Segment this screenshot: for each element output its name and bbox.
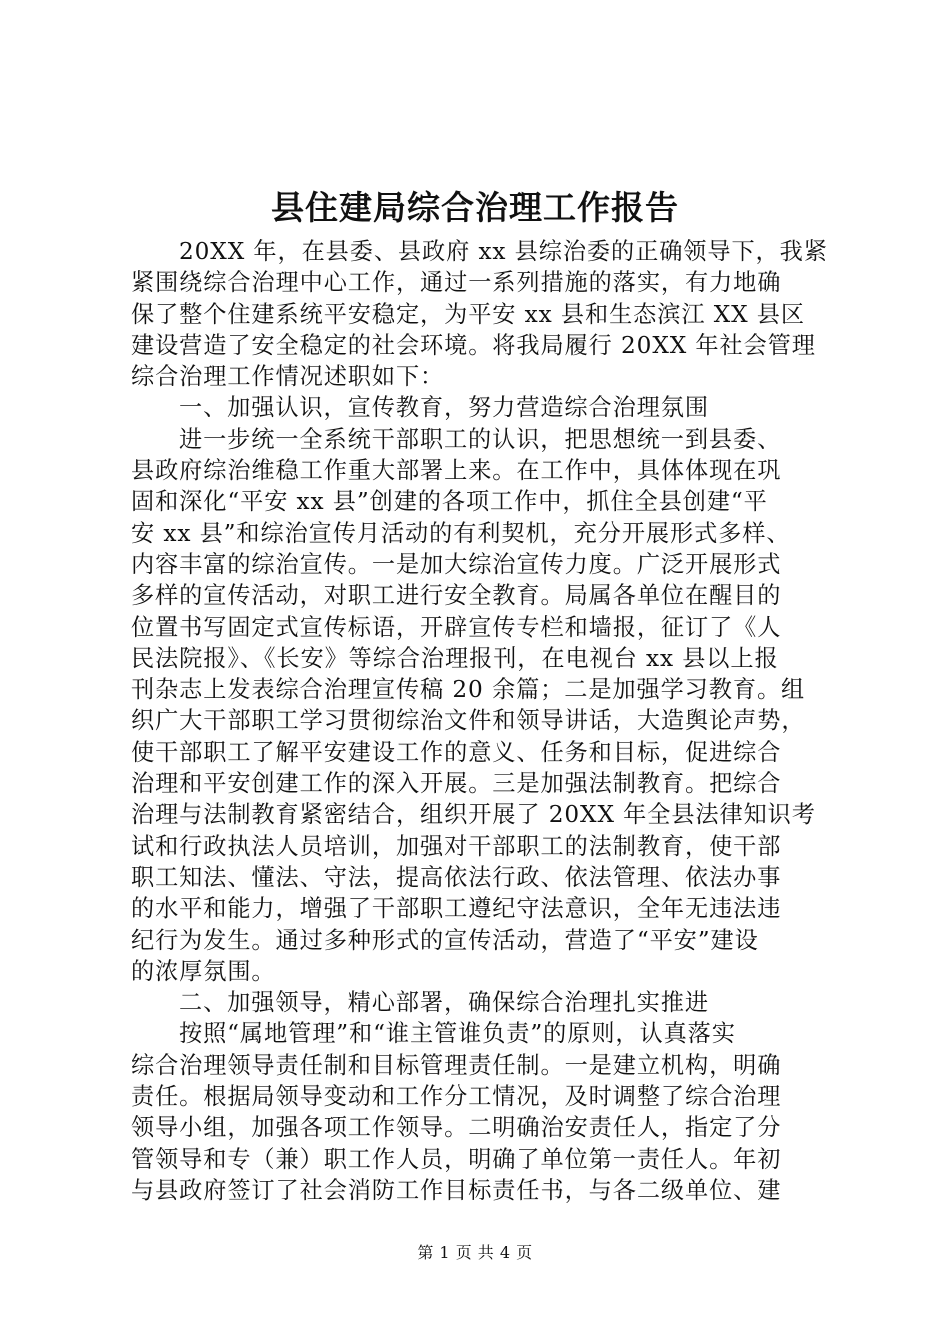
text-line: 织广大干部职工学习贯彻综治文件和领导讲话，大造舆论声势， [131,707,806,735]
text-line: 多样的宣传活动，对职工进行安全教育。局属各单位在醒目的 [131,582,782,610]
text-line: 保了整个住建系统平安稳定，为平安 xx 县和生态滨江 XX 县区 [131,300,805,328]
document-body [131,236,831,1206]
text-line: 内容丰富的综治宣传。一是加大综治宣传力度。广泛开展形式 [131,550,782,578]
section-heading: 二、加强领导，精心部署，确保综合治理扎实推进 [179,989,709,1017]
text-line: 安 xx 县”和综治宣传月活动的有利契机，充分开展形式多样、 [131,519,791,547]
text-line: 位置书写固定式宣传标语，开辟宣传专栏和墙报，征订了《人 [131,613,782,641]
text-line: 刊杂志上发表综合治理宣传稿 20 余篇；二是加强学习教育。组 [131,676,806,704]
text-line: 民法院报》、《长安》等综合治理报刊，在电视台 xx 县以上报 [131,644,779,672]
text-line: 领导小组，加强各项工作领导。二明确治安责任人，指定了分 [131,1114,782,1142]
text-line: 20XX 年，在县委、县政府 xx 县综治委的正确领导下，我紧 [179,238,828,265]
text-line: 建设营造了安全稳定的社会环境。将我局履行 20XX 年社会管理 [131,331,816,359]
text-line: 与县政府签订了社会消防工作目标责任书，与各二级单位、建 [131,1176,782,1204]
page-footer: 第 1 页 共 4 页 [417,1243,533,1262]
text-line: 进一步统一全系统干部职工的认识，把思想统一到县委、 [179,425,782,453]
text-line: 管领导和专（兼）职工作人员，明确了单位第一责任人。年初 [131,1145,782,1173]
document-title: 县住建局综合治理工作报告 [271,188,679,227]
text-line: 固和深化“平安 xx 县”创建的各项工作中，抓住全县创建“平 [131,488,768,516]
text-line: 责任。根据局领导变动和工作分工情况，及时调整了综合治理 [131,1083,782,1111]
text-line: 试和行政执法人员培训，加强对干部职工的法制教育，使干部 [131,832,782,860]
text-line: 综合治理领导责任制和目标管理责任制。一是建立机构，明确 [131,1051,782,1079]
text-line: 治理与法制教育紧密结合，组织开展了 20XX 年全县法律知识考 [131,801,816,829]
text-line: 纪行为发生。通过多种形式的宣传活动，营造了“平安”建设 [131,926,759,954]
text-line: 的水平和能力，增强了干部职工遵纪守法意识，全年无违法违 [131,895,782,923]
text-line: 的浓厚氛围。 [131,957,276,985]
section-heading: 一、加强认识，宣传教育，努力营造综合治理氛围 [179,394,709,422]
text-line: 综合治理工作情况述职如下： [131,363,445,391]
text-line: 按照“属地管理”和“谁主管谁负责”的原则，认真落实 [179,1020,736,1048]
text-line: 县政府综治维稳工作重大部署上来。在工作中，具体体现在巩 [131,457,782,485]
text-line: 使干部职工了解平安建设工作的意义、任务和目标，促进综合 [131,738,782,766]
text-line: 治理和平安创建工作的深入开展。三是加强法制教育。把综合 [131,770,782,798]
text-line: 紧围绕综合治理中心工作，通过一系列措施的落实，有力地确 [131,269,782,297]
text-line: 职工知法、懂法、守法，提高依法行政、依法管理、依法办事 [131,863,782,891]
